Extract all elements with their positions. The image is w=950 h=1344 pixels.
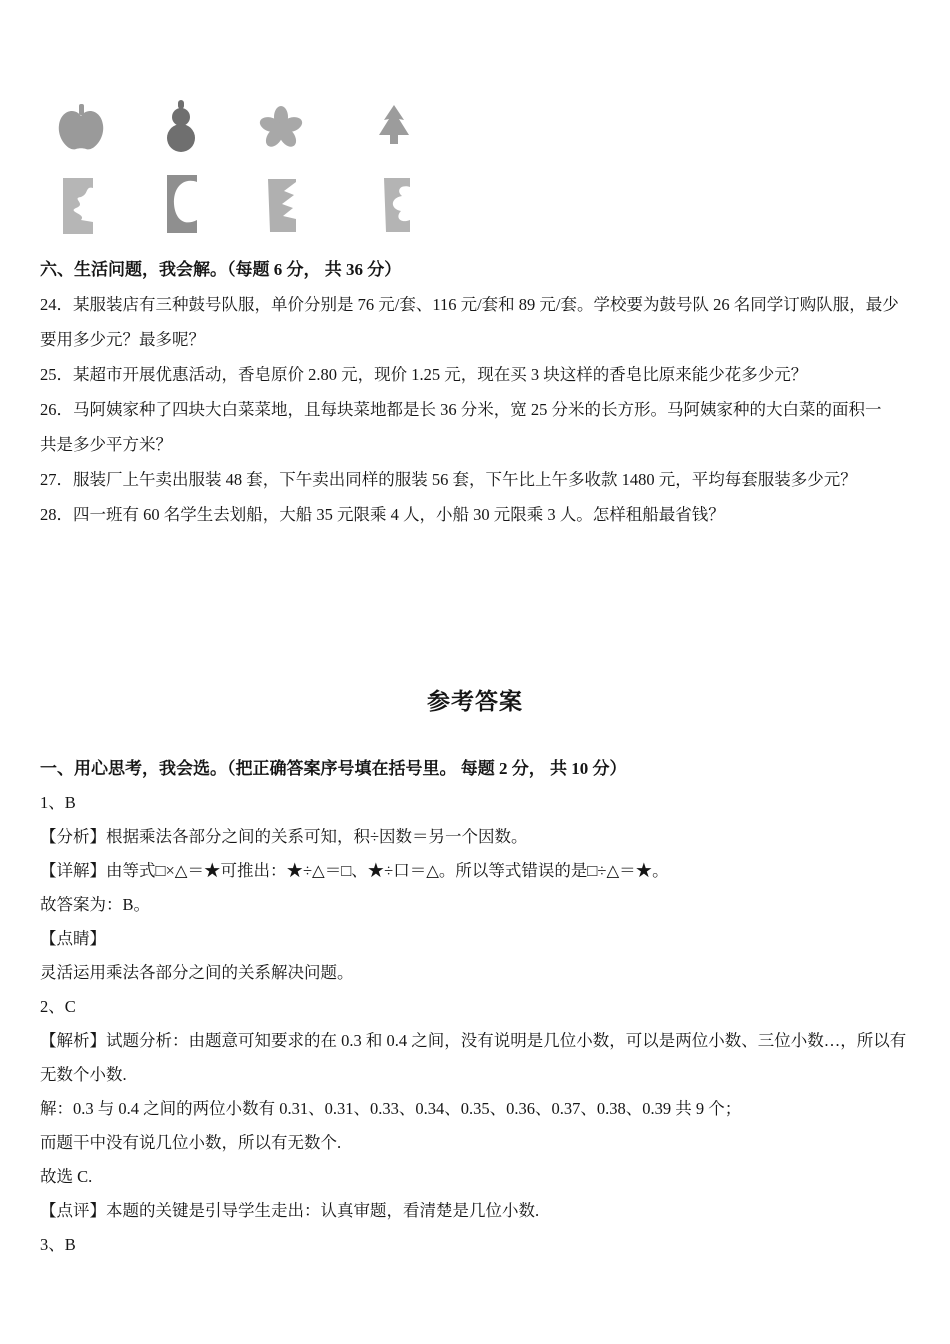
card-flower-cutout-icon [61, 176, 95, 241]
question-24-line-2: 要用多少元？最多呢？ [40, 330, 205, 349]
answer-2-choice: 2、C [40, 997, 76, 1016]
question-26-line-2: 共是多少平方米？ [40, 435, 172, 454]
answer-1-tip-label: 【点睛】 [40, 929, 106, 948]
card-gourd-cutout-icon [165, 173, 199, 240]
answers-section-one-header: 一、用心思考，我会选。（把正确答案序号填在括号里。 每题 2 分， 共 10 分） [40, 759, 627, 778]
answer-3-choice: 3、B [40, 1235, 76, 1254]
answer-1-detail: 【详解】由等式□×△＝★可推出：★÷△＝□、★÷口＝△。所以等式错误的是□÷△＝★。 [40, 861, 669, 880]
question-25: 25．某超市开展优惠活动，香皂原价 2.80 元，现价 1.25 元，现在买 3 块这样的香皂比原来能少花多少元？ [40, 365, 808, 384]
section-six [0, 252, 950, 532]
card-tree-cutout-icon [265, 176, 299, 241]
answer-2-analysis-line-1: 【解析】试题分析：由题意可知要求的在 0.3 和 0.4 之间，没有说明是几位小数，可以是两位小数、三位小数…，所以有 [40, 1031, 907, 1050]
question-27: 27．服装厂上午卖出服装 48 套，下午卖出同样的服装 56 套，下午比上午多收款 1480 元，平均每套服装多少元？ [40, 470, 857, 489]
question-24-line-1: 24．某服装店有三种鼓号队服，单价分别是 76 元/套、116 元/套和 89 元/套。学校要为鼓号队 26 名同学订购队服，最少 [40, 295, 899, 314]
shape-matching-figure [0, 0, 950, 252]
answer-2-conclusion: 故选 C. [40, 1167, 93, 1186]
apple-shape-icon [55, 103, 107, 160]
answer-1-analysis: 【分析】根据乘法各部分之间的关系可知，积÷因数＝另一个因数。 [40, 827, 528, 846]
answers-section [0, 752, 950, 1262]
answer-1-choice: 1、B [40, 793, 76, 812]
section-six-header: 六、生活问题，我会解。（每题 6 分， 共 36 分） [40, 260, 402, 279]
answer-2-solution: 解：0.3 与 0.4 之间的两位小数有 0.31、0.31、0.33、0.34、0.35、0.36、0.37、0.38、0.39 共 9 个； [40, 1099, 742, 1118]
answer-2-note: 而题干中没有说几位小数，所以有无数个. [40, 1133, 342, 1152]
answer-1-tip-text: 灵活运用乘法各部分之间的关系解决问题。 [40, 963, 354, 982]
pine-tree-shape-icon [371, 103, 417, 158]
gourd-shape-icon [161, 100, 201, 159]
answer-2-comment: 【点评】本题的关键是引导学生走出：认真审题，看清楚是几位小数. [40, 1201, 540, 1220]
question-28: 28．四一班有 60 名学生去划船，大船 35 元限乘 4 人，小船 30 元限乘 3 人。怎样租船最省钱？ [40, 505, 725, 524]
card-apple-cutout-icon [380, 176, 414, 241]
flower-shape-icon [255, 105, 307, 156]
answer-2-analysis-line-2: 无数个小数. [40, 1065, 127, 1084]
answer-1-conclusion: 故答案为：B。 [40, 895, 151, 914]
answers-title: 参考答案 [427, 689, 523, 714]
question-26-line-1: 26．马阿姨家种了四块大白菜菜地，且每块菜地都是长 36 分米，宽 25 分米的长方形。马阿姨家种的大白菜的面积一 [40, 400, 882, 419]
